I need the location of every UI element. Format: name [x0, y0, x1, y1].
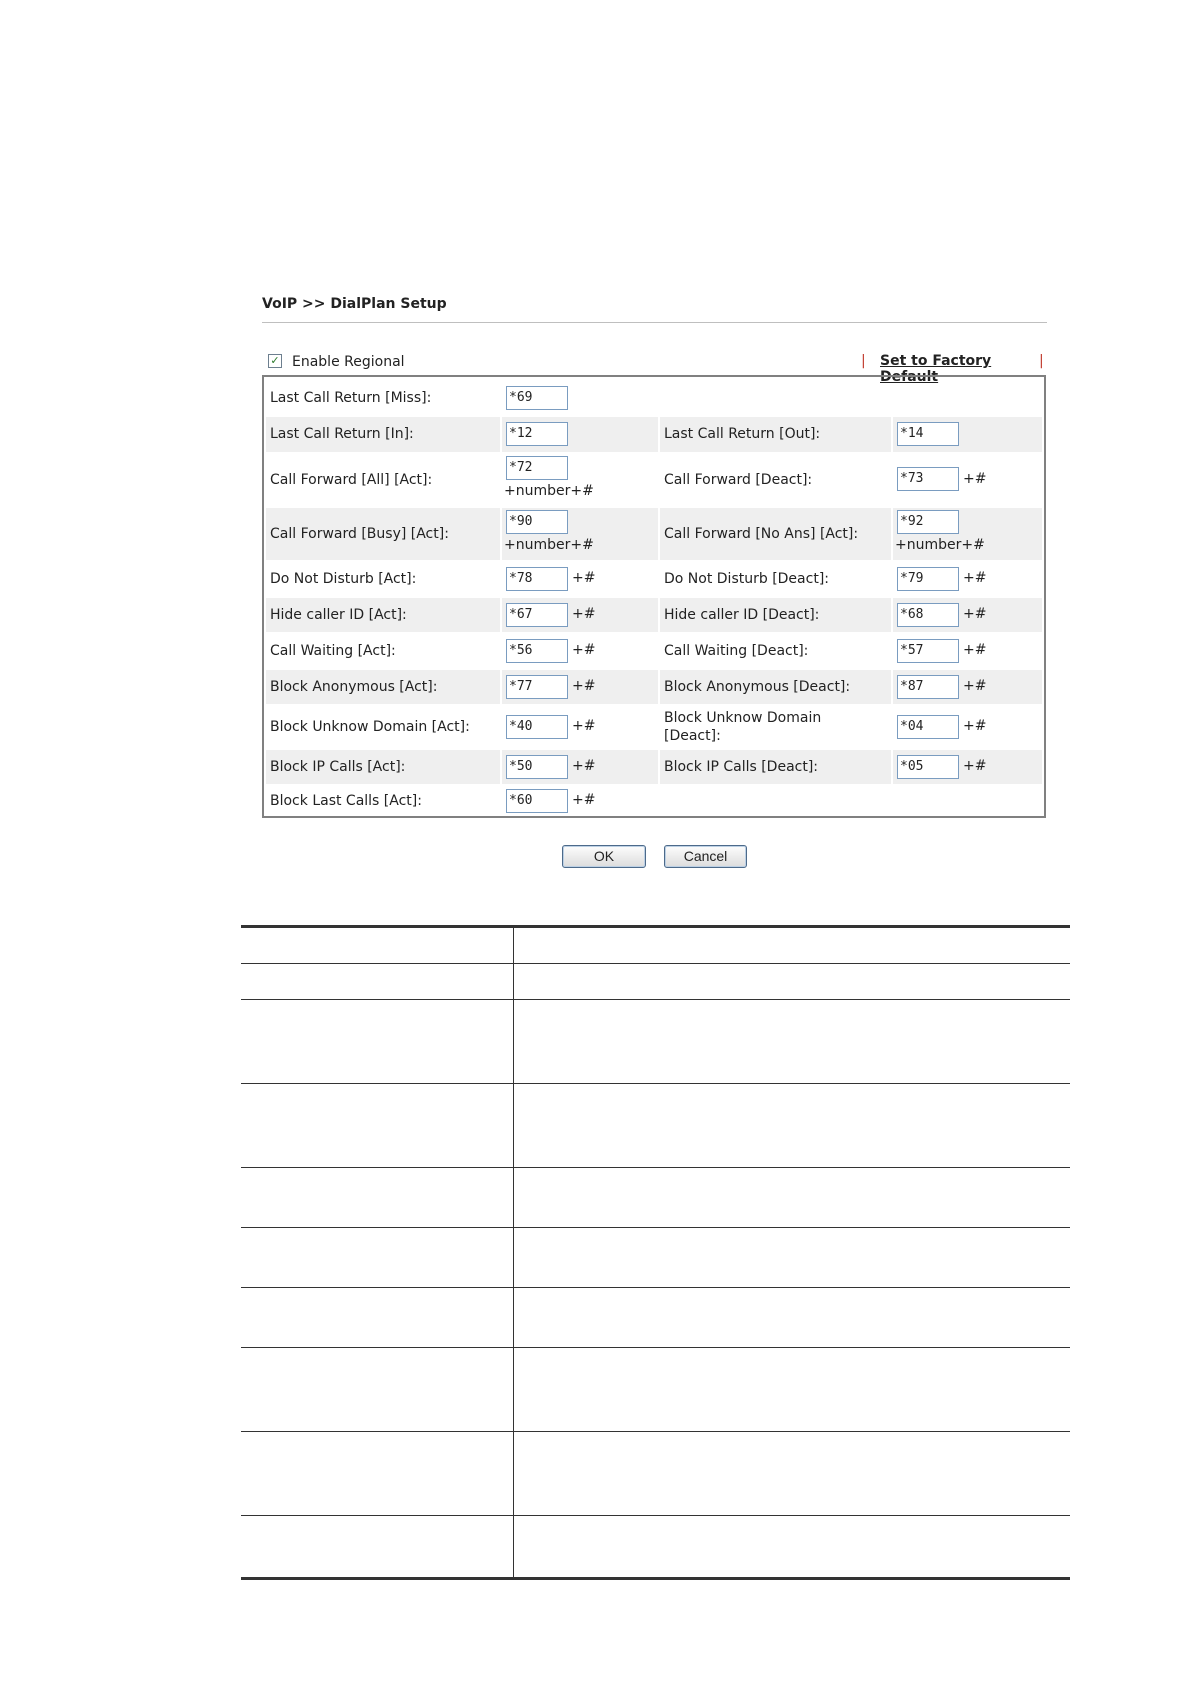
left-label: Block IP Calls [Act]: [270, 759, 406, 775]
right-label: Block IP Calls [Deact]: [664, 759, 819, 775]
right-suffix: +# [963, 606, 987, 622]
right-label-line2: [Deact]: [664, 728, 721, 744]
right-label: Do Not Disturb [Deact]: [664, 571, 829, 587]
call-forward-deact-input[interactable]: *73 [897, 467, 959, 491]
left-suffix: +# [572, 792, 596, 808]
hide-caller-id-deact-input[interactable]: *68 [897, 603, 959, 627]
left-label: Hide caller ID [Act]: [270, 607, 407, 623]
link-separator-left: | [861, 353, 866, 369]
left-suffix: +# [572, 718, 596, 734]
table-row [266, 750, 1042, 784]
left-suffix: +number+# [504, 537, 594, 553]
right-label: Call Waiting [Deact]: [664, 643, 809, 659]
last-call-return-out-input[interactable]: *14 [897, 422, 959, 446]
call-waiting-act-input[interactable]: *56 [506, 639, 568, 663]
left-suffix: +# [572, 758, 596, 774]
right-label: Call Forward [Deact]: [664, 472, 813, 488]
right-suffix: +number+# [895, 537, 985, 553]
do-not-disturb-deact-input[interactable]: *79 [897, 567, 959, 591]
block-unknow-domain-deact-input[interactable]: *04 [897, 715, 959, 739]
table-row [266, 598, 1042, 632]
left-label: Last Call Return [Miss]: [270, 390, 432, 406]
enable-regional-checkbox[interactable]: ✓ [268, 354, 282, 368]
right-label: Last Call Return [Out]: [664, 426, 821, 442]
left-suffix: +# [572, 678, 596, 694]
block-anonymous-act-input[interactable]: *77 [506, 675, 568, 699]
block-anonymous-deact-input[interactable]: *87 [897, 675, 959, 699]
page-title: VoIP >> DialPlan Setup [262, 296, 447, 312]
right-label: Hide caller ID [Deact]: [664, 607, 820, 623]
right-label: Call Forward [No Ans] [Act]: [664, 526, 859, 542]
do-not-disturb-act-input[interactable]: *78 [506, 567, 568, 591]
right-suffix: +# [963, 678, 987, 694]
table-row [266, 706, 1042, 748]
table-row [266, 786, 1042, 816]
left-label: Call Waiting [Act]: [270, 643, 396, 659]
left-label: Block Anonymous [Act]: [270, 679, 438, 695]
left-label: Block Last Calls [Act]: [270, 793, 422, 809]
table-row [266, 454, 1042, 506]
block-unknow-domain-act-input[interactable]: *40 [506, 715, 568, 739]
left-label: Last Call Return [In]: [270, 426, 414, 442]
call-waiting-deact-input[interactable]: *57 [897, 639, 959, 663]
left-suffix: +# [572, 570, 596, 586]
table-row [266, 417, 1042, 452]
hide-caller-id-act-input[interactable]: *67 [506, 603, 568, 627]
last-call-return-miss-input[interactable]: *69 [506, 386, 568, 410]
right-suffix: +# [963, 471, 987, 487]
table-row [266, 670, 1042, 704]
call-forward-all-act-input[interactable]: *72 [506, 456, 568, 480]
left-label: Call Forward [All] [Act]: [270, 472, 433, 488]
left-label: Call Forward [Busy] [Act]: [270, 526, 449, 542]
right-suffix: +# [963, 642, 987, 658]
cancel-button[interactable]: Cancel [664, 845, 747, 868]
table-row [266, 508, 1042, 560]
right-suffix: +# [963, 570, 987, 586]
link-separator-right: | [1039, 353, 1044, 369]
table-row [266, 562, 1042, 596]
left-label: Block Unknow Domain [Act]: [270, 719, 470, 735]
set-factory-default-link[interactable]: Set to Factory Default [880, 353, 992, 385]
block-last-calls-act-input[interactable]: *60 [506, 789, 568, 813]
block-ip-calls-act-input[interactable]: *50 [506, 755, 568, 779]
left-suffix: +# [572, 642, 596, 658]
call-forward-no-ans-act-input[interactable]: *92 [897, 510, 959, 534]
options-row [268, 353, 1048, 385]
table-row [266, 381, 1042, 415]
dialplan-panel [262, 375, 1046, 818]
enable-regional-label: Enable Regional [292, 354, 405, 370]
right-suffix: +# [963, 758, 987, 774]
left-suffix: +number+# [504, 483, 594, 499]
block-ip-calls-deact-input[interactable]: *05 [897, 755, 959, 779]
call-forward-busy-act-input[interactable]: *90 [506, 510, 568, 534]
ok-button[interactable]: OK [562, 845, 646, 868]
right-suffix: +# [963, 718, 987, 734]
title-divider [262, 322, 1047, 323]
last-call-return-in-input[interactable]: *12 [506, 422, 568, 446]
right-label-line1: Block Unknow Domain [664, 710, 822, 726]
table-row [266, 634, 1042, 668]
left-suffix: +# [572, 606, 596, 622]
left-label: Do Not Disturb [Act]: [270, 571, 417, 587]
right-label: Block Anonymous [Deact]: [664, 679, 851, 695]
